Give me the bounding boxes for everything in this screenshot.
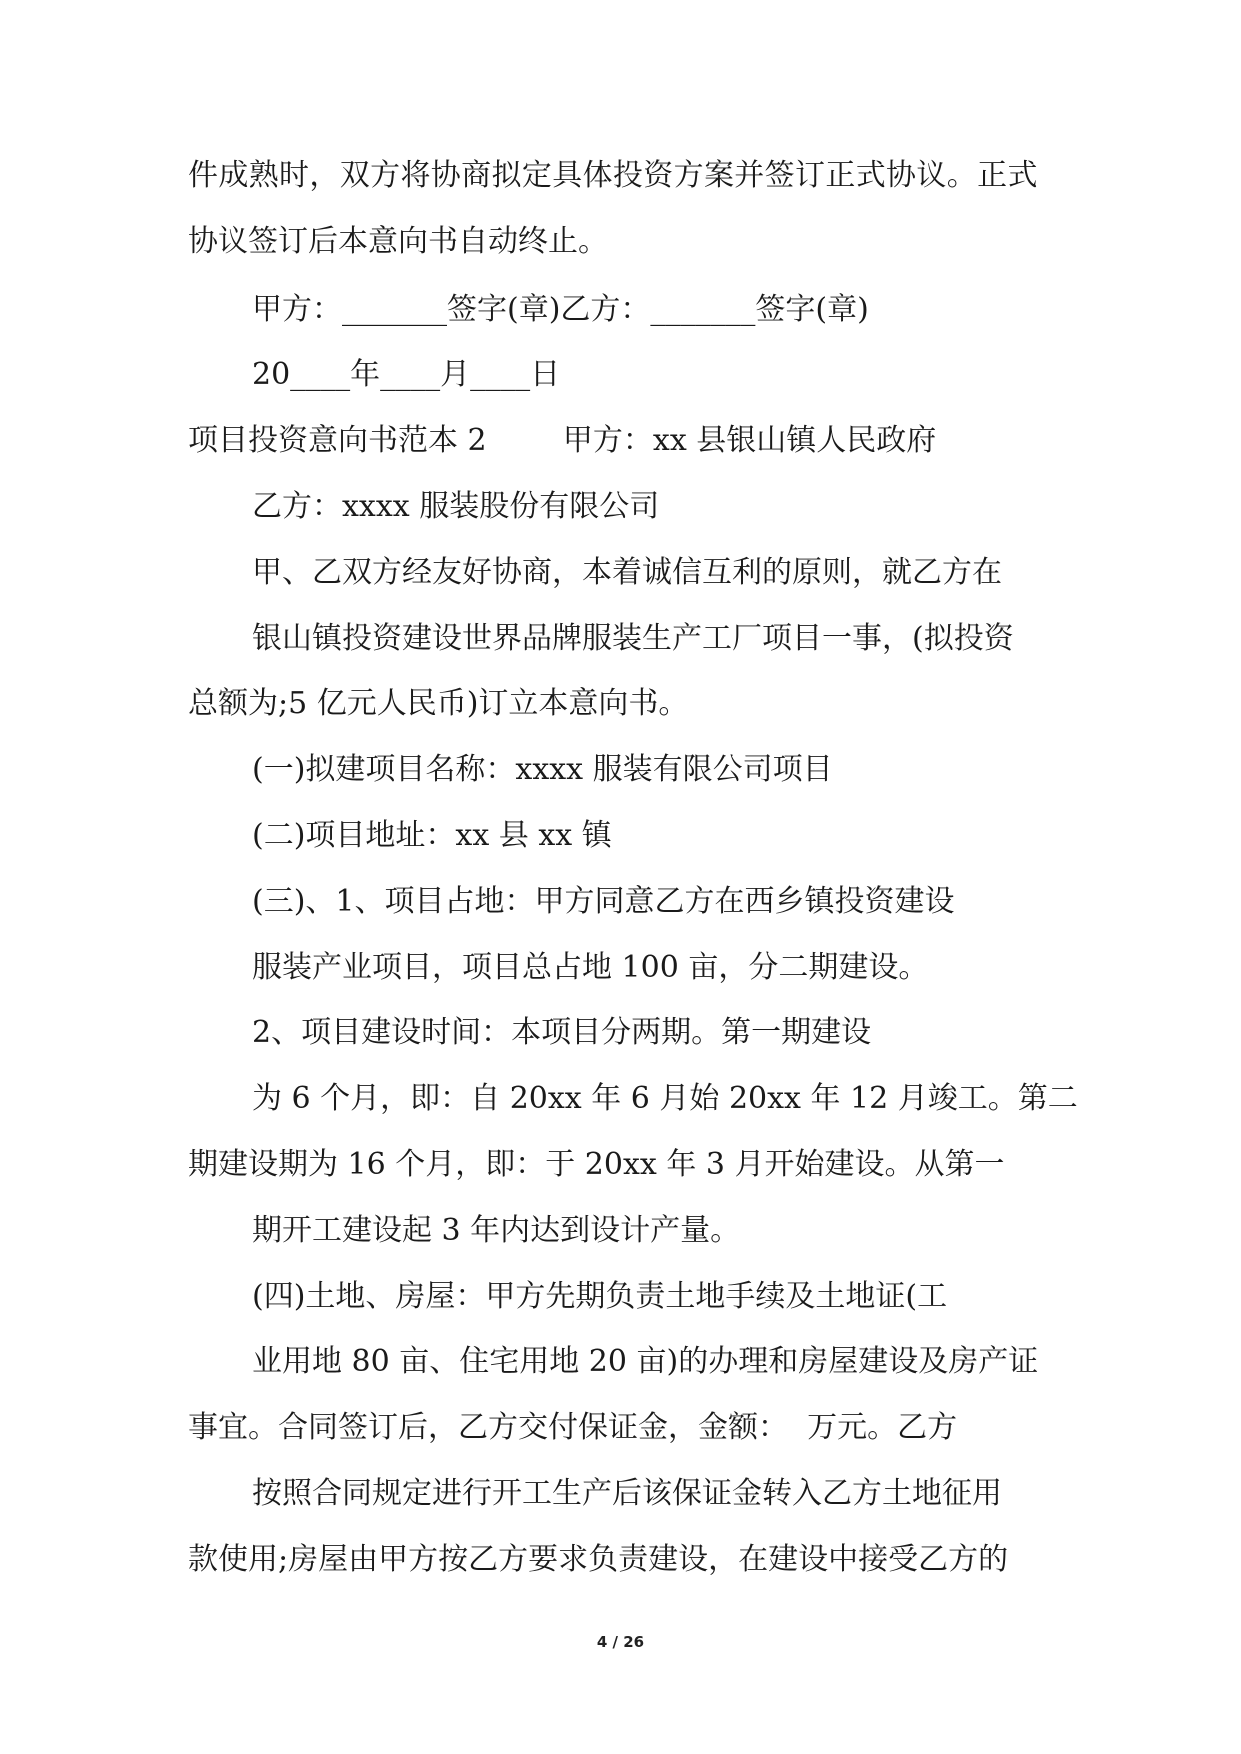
text-line: (一)拟建项目名称：xxxx 服装有限公司项目 (252, 752, 833, 787)
text-line: 协议签订后本意向书自动终止。 (188, 224, 608, 259)
page-number: 4 / 26 (596, 1633, 645, 1651)
text-line: 总额为;5 亿元人民币)订立本意向书。 (188, 686, 689, 721)
text-line: (二)项目地址：xx 县 xx 镇 (252, 818, 612, 853)
text-line: 甲方：_______签字(章)乙方：_______签字(章) (252, 292, 869, 327)
text-line: 期建设期为 16 个月，即：于 20xx 年 3 月开始建设。从第一 (188, 1147, 1005, 1182)
text-line: 款使用;房屋由甲方按乙方要求负责建设，在建设中接受乙方的 (188, 1542, 1009, 1577)
text-line: 银山镇投资建设世界品牌服装生产工厂项目一事，(拟投资 (252, 621, 1014, 656)
text-line: (四)土地、房屋：甲方先期负责土地手续及土地证(工 (252, 1279, 948, 1314)
text-line: 甲、乙双方经友好协商，本着诚信互利的原则，就乙方在 (252, 555, 1002, 590)
text-line: (三)、1、项目占地：甲方同意乙方在西乡镇投资建设 (252, 884, 955, 919)
text-line: 按照合同规定进行开工生产后该保证金转入乙方土地征用 (252, 1476, 1002, 1511)
text-line: 件成熟时，双方将协商拟定具体投资方案并签订正式协议。正式 (188, 158, 1038, 193)
text-line: 业用地 80 亩、住宅用地 20 亩)的办理和房屋建设及房产证 (252, 1344, 1039, 1379)
text-line: 期开工建设起 3 年内达到设计产量。 (252, 1213, 741, 1248)
text-line: 服装产业项目，项目总占地 100 亩，分二期建设。 (252, 950, 929, 985)
text-line: 事宜。合同签订后，乙方交付保证金，金额： 万元。乙方 (188, 1410, 958, 1445)
text-line: 乙方：xxxx 服装股份有限公司 (252, 489, 660, 524)
text-line: 20____年____月____日 (252, 357, 561, 392)
section-heading: 项目投资意向书范本 2 甲方：xx 县银山镇人民政府 (188, 423, 937, 458)
text-line: 2、项目建设时间：本项目分两期。第一期建设 (252, 1015, 872, 1050)
text-line: 为 6 个月，即：自 20xx 年 6 月始 20xx 年 12 月竣工。第二 (252, 1081, 1078, 1116)
